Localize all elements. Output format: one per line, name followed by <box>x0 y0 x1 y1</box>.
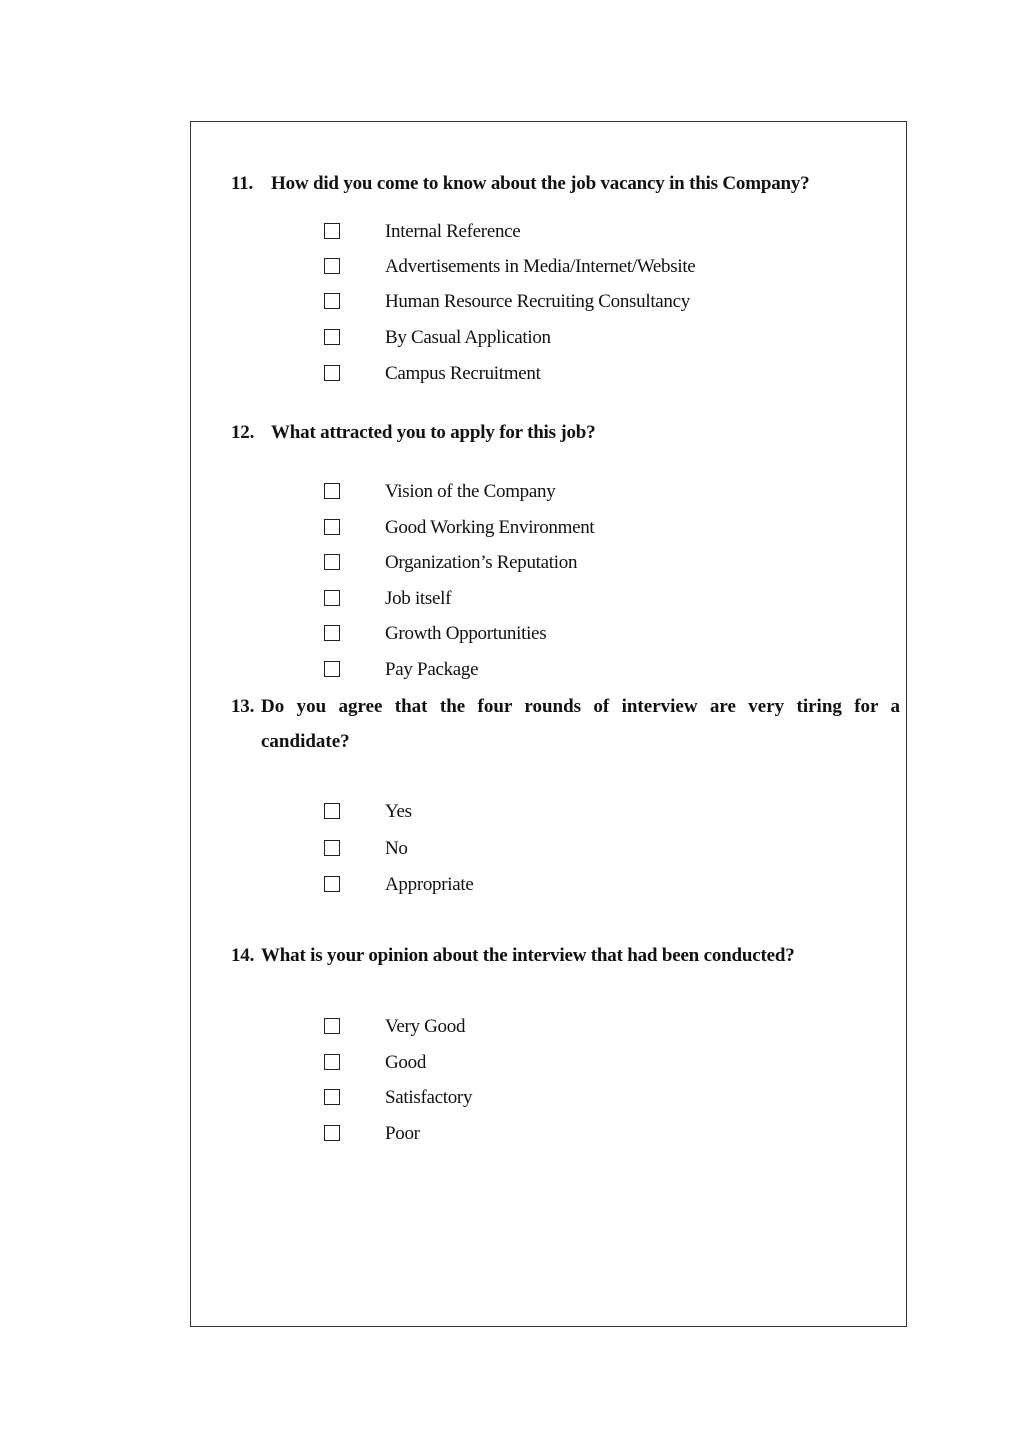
checkbox[interactable] <box>324 803 340 819</box>
option-label: Very Good <box>385 1016 466 1037</box>
option-label: Internal Reference <box>385 221 521 242</box>
checkbox[interactable] <box>324 840 340 856</box>
option-label: Appropriate <box>385 874 474 895</box>
option-label: Advertisements in Media/Internet/Website <box>385 256 696 277</box>
checkbox[interactable] <box>324 258 340 274</box>
option-label: Good <box>385 1052 427 1073</box>
question-11-title <box>231 173 809 195</box>
option-label: Poor <box>385 1123 420 1144</box>
option-label: Good Working Environment <box>385 517 595 538</box>
option-label: Campus Recruitment <box>385 363 541 384</box>
question-14-title <box>231 945 795 967</box>
checkbox[interactable] <box>324 1018 340 1034</box>
checkbox[interactable] <box>324 1054 340 1070</box>
checkbox[interactable] <box>324 223 340 239</box>
question-12-title <box>231 422 595 444</box>
checkbox[interactable] <box>324 483 340 499</box>
question-11-number: 11. <box>231 173 254 194</box>
checkbox[interactable] <box>324 329 340 345</box>
question-12-number: 12. <box>231 422 255 443</box>
option-label: Human Resource Recruiting Consultancy <box>385 291 690 312</box>
question-13-number: 13. <box>231 696 255 717</box>
checkbox[interactable] <box>324 1089 340 1105</box>
option-label: Growth Opportunities <box>385 623 547 644</box>
checkbox[interactable] <box>324 590 340 606</box>
checkbox[interactable] <box>324 661 340 677</box>
question-14-text: What is your opinion about the interview that had been conducted? <box>261 945 795 966</box>
checkbox[interactable] <box>324 519 340 535</box>
option-label: Satisfactory <box>385 1087 473 1108</box>
option-label: Yes <box>385 801 412 822</box>
checkbox[interactable] <box>324 554 340 570</box>
checkbox[interactable] <box>324 365 340 381</box>
question-12-text: What attracted you to apply for this job? <box>271 422 596 443</box>
option-label: Organization’s Reputation <box>385 552 578 573</box>
option-label: No <box>385 838 408 859</box>
question-13-text-line2: candidate? <box>261 731 350 752</box>
checkbox[interactable] <box>324 1125 340 1141</box>
question-11-text: How did you come to know about the job vacancy in this Company? <box>271 173 810 194</box>
checkbox[interactable] <box>324 876 340 892</box>
checkbox[interactable] <box>324 293 340 309</box>
option-label: Vision of the Company <box>385 481 556 502</box>
question-13-text-line1: Do you agree that the four rounds of interview are very tiring for a <box>261 696 900 717</box>
option-label: By Casual Application <box>385 327 551 348</box>
checkbox[interactable] <box>324 625 340 641</box>
option-label: Job itself <box>385 588 452 609</box>
question-14-number: 14. <box>231 945 255 966</box>
option-label: Pay Package <box>385 659 479 680</box>
